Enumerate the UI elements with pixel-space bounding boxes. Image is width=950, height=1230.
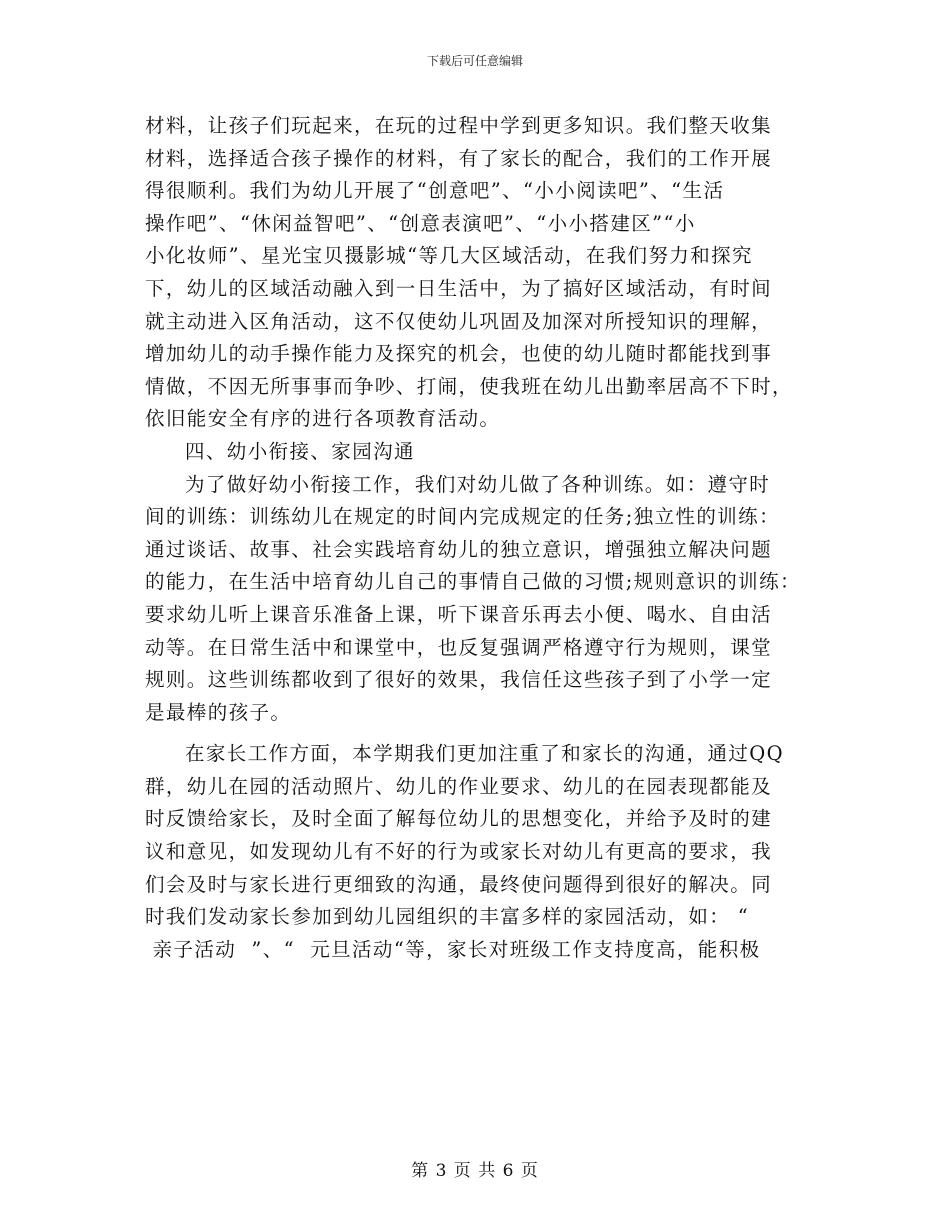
text-line: 操作吧”、“休闲益智吧”、“创意表演吧”、“小小搭建区”“小 xyxy=(145,211,696,235)
paragraph-gap xyxy=(145,729,805,738)
text-line: 材料，选择适合孩子操作的材料，有了家长的配合，我们的工作开展 xyxy=(145,146,773,170)
text-line: 要求幼儿听上课音乐准备上课，听下课音乐再去小便、喝水、自由活 xyxy=(145,602,773,626)
text-line: 议和意见，如发现幼儿有不好的行为或家长对幼儿有更高的要求，我 xyxy=(145,840,773,864)
text-line: 是最棒的孩子。 xyxy=(145,700,292,724)
text-line: 下，幼儿的区域活动融入到一日生活中，为了搞好区域活动，有时间 xyxy=(145,276,773,300)
text-line: 的能力，在生活中培育幼儿自己的事情自己做的习惯;规则意识的训练： xyxy=(145,570,801,594)
text-line: 小化妆师”、星光宝贝摄影城“等几大区域活动，在我们努力和探究 xyxy=(145,244,753,268)
text-line: 情做，不因无所事事而争吵、打闹，使我班在幼儿出勤率居高不下时， xyxy=(145,374,793,398)
text-line: 间的训练：训练幼儿在规定的时间内完成规定的任务;独立性的训练： xyxy=(145,505,780,529)
text-line: 就主动进入区角活动，这不仅使幼儿巩固及加深对所授知识的理解， xyxy=(145,309,773,333)
page-footer: 第 3 页 共 6 页 xyxy=(411,1161,539,1181)
document-body xyxy=(145,110,805,966)
text-line: 在家长工作方面，本学期我们更加注重了和家长的沟通，通过QQ xyxy=(185,742,785,766)
text-line: 得很顺利。我们为幼儿开展了“创意吧”、“小小阅读吧”、“生活 xyxy=(145,179,725,203)
text-line: 群，幼儿在园的活动照片、幼儿的作业要求、幼儿的在园表现都能及 xyxy=(145,774,773,798)
text-line: 规则。这些训练都收到了很好的效果，我信任这些孩子到了小学一定 xyxy=(145,668,773,692)
text-line: 动等。在日常生活中和课堂中，也反复强调严格遵守行为规则，课堂 xyxy=(145,635,773,659)
page-header: 下载后可任意编辑 xyxy=(426,54,523,68)
text-line: 通过谈话、故事、社会实践培育幼儿的独立意识，增强独立解决问题 xyxy=(145,537,773,561)
text-line: 时我们发动家长参加到幼儿园组织的丰富多样的家园活动，如： “ xyxy=(145,905,750,929)
text-line: 亲子活动 ”、“ 元旦活动“等，家长对班级工作支持度高，能积极 xyxy=(145,937,761,961)
text-line: 增加幼儿的动手操作能力及探究的机会，也使的幼儿随时都能找到事 xyxy=(145,342,773,366)
text-line: 依旧能安全有序的进行各项教育活动。 xyxy=(145,407,501,431)
text-line: 材料，让孩子们玩起来，在玩的过程中学到更多知识。我们整天收集 xyxy=(145,114,773,137)
section-heading: 四、幼小衔接、家园沟通 xyxy=(185,439,415,463)
text-line: 时反馈给家长，及时全面了解每位幼儿的思想变化，并给予及时的建 xyxy=(145,807,773,831)
text-line: 们会及时与家长进行更细致的沟通，最终使问题得到很好的解决。同 xyxy=(145,872,773,896)
text-line: 为了做好幼小衔接工作，我们对幼儿做了各种训练。如：遵守时 xyxy=(185,472,771,496)
